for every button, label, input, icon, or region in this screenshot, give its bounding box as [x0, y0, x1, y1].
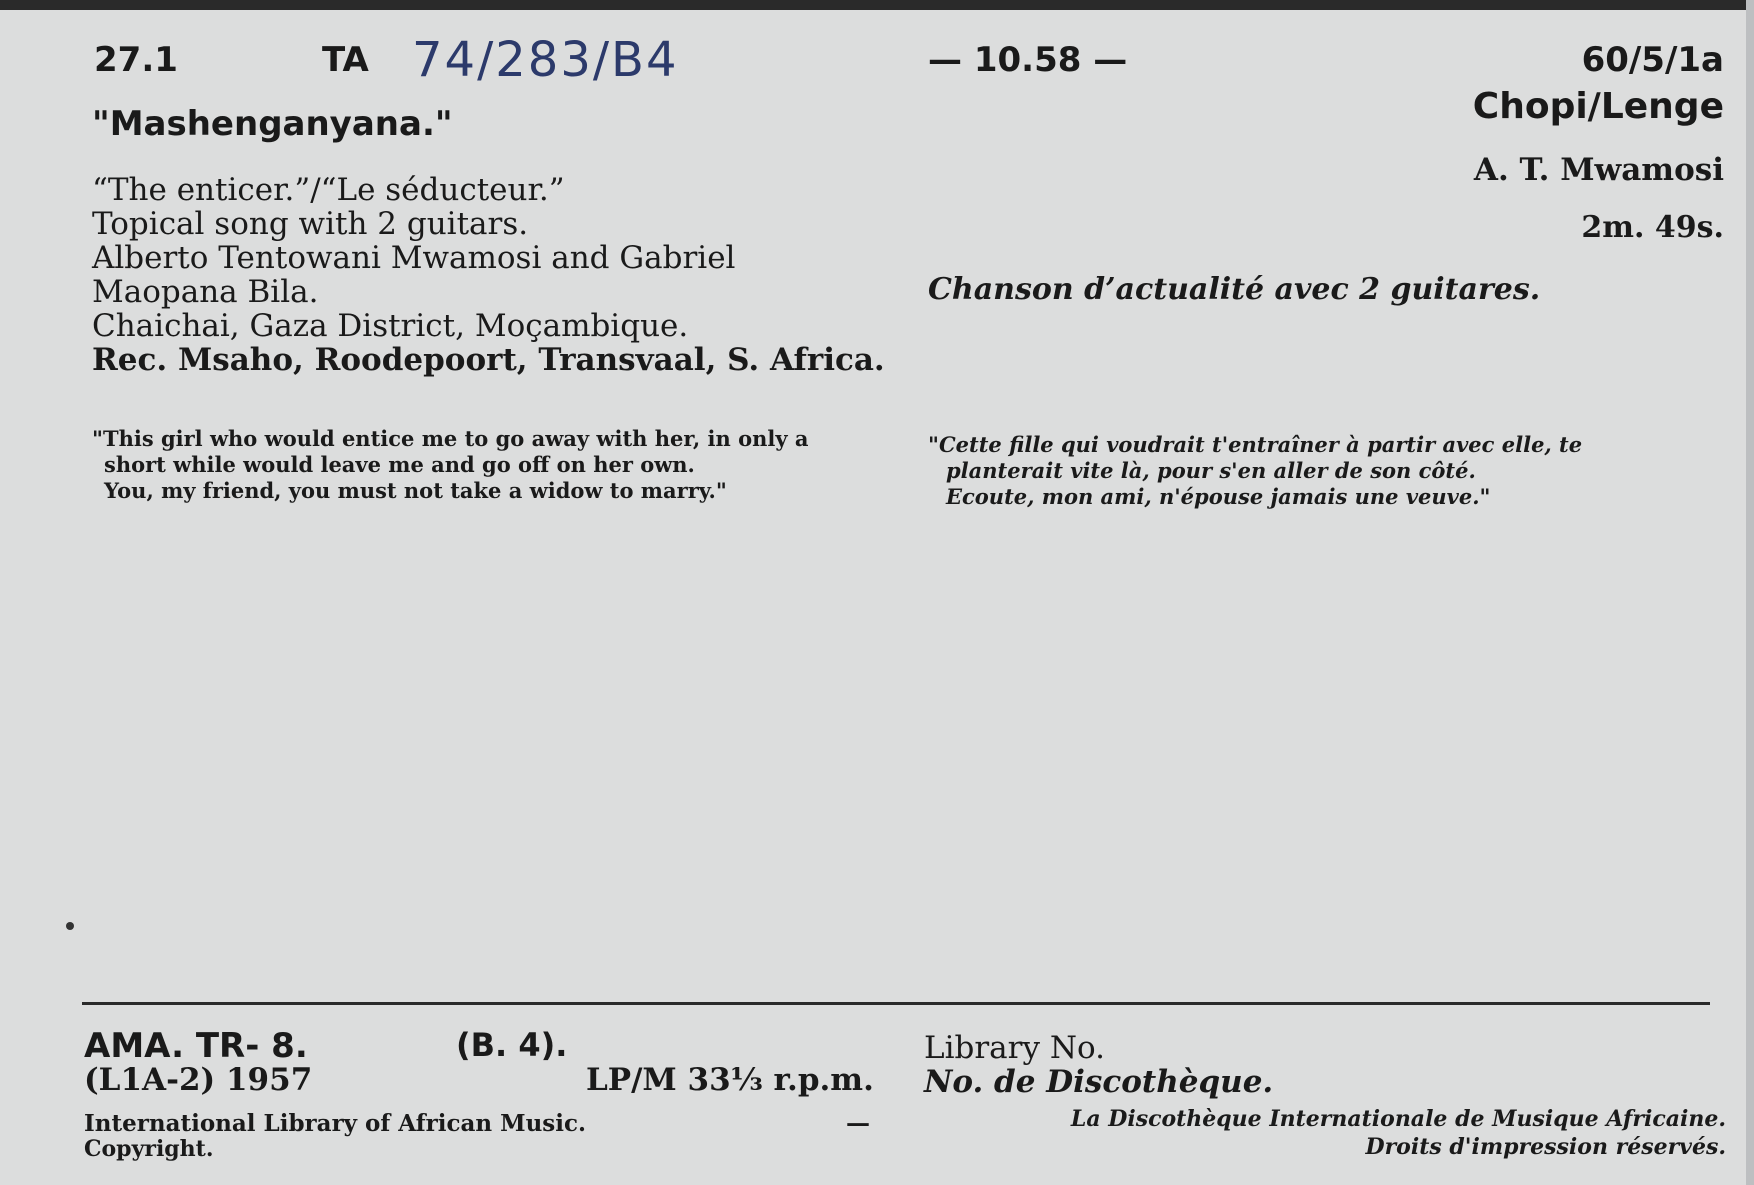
lyric-line-french: Ecoute, mon ami, n'épouse jamais une veuve." — [946, 484, 1491, 509]
ta-label: TA — [322, 40, 369, 80]
french-description: Chanson d’actualité avec 2 guitares. — [928, 272, 1541, 307]
catalogue-number: 27.1 — [94, 40, 178, 80]
discotheque-number-label: No. de Discothèque. — [924, 1064, 1274, 1100]
ink-smudge — [66, 922, 74, 930]
duration: 2m. 49s. — [1581, 210, 1724, 245]
side-code: (B. 4). — [456, 1026, 568, 1064]
ama-code: AMA. TR- 8. — [84, 1026, 308, 1066]
library-number-label: Library No. — [924, 1030, 1105, 1066]
footer-dash: — — [846, 1108, 870, 1137]
record-code: (L1A-2) 1957 — [84, 1062, 313, 1098]
song-title: "Mashenganyana." — [92, 104, 453, 144]
description-line: Maopana Bila. — [92, 274, 319, 310]
card-right-edge — [1746, 0, 1754, 1185]
lyric-line-english: You, my friend, you must not take a widow to marry." — [104, 478, 727, 503]
lyric-line-english: "This girl who would entice me to go away with her, in only a — [92, 426, 809, 451]
lyric-line-french: planterait vite là, pour s'en aller de son côté. — [946, 458, 1476, 483]
tribe-label: Chopi/Lenge — [1472, 86, 1724, 127]
copyright-label-french: Droits d'impression réservés. — [1365, 1134, 1726, 1160]
description-line: Rec. Msaho, Roodepoort, Transvaal, S. Africa. — [92, 342, 885, 378]
footer-divider — [82, 1002, 1710, 1005]
description-line: Chaichai, Gaza District, Moçambique. — [92, 308, 689, 344]
description-line: “The enticer.”/“Le séducteur.” — [92, 172, 565, 208]
lyric-line-english: short while would leave me and go off on her own. — [104, 452, 695, 477]
composer-name: A. T. Mwamosi — [1473, 152, 1724, 188]
lp-speed: LP/M 33⅓ r.p.m. — [586, 1062, 874, 1098]
publisher-name-french: La Discothèque Internationale de Musique Africaine. — [1070, 1106, 1726, 1132]
card-top-edge — [0, 0, 1754, 10]
description-line: Topical song with 2 guitars. — [92, 206, 529, 242]
reference-number: 60/5/1a — [1581, 40, 1724, 80]
description-line: Alberto Tentowani Mwamosi and Gabriel — [92, 240, 736, 276]
copyright-label: Copyright. — [84, 1136, 214, 1162]
publisher-name: International Library of African Music. — [84, 1110, 587, 1137]
lyric-line-french: "Cette fille qui voudrait t'entraîner à partir avec elle, te — [928, 432, 1583, 457]
ta-handwritten-number: 74/283/B4 — [412, 32, 679, 88]
mid-number: — 10.58 — — [928, 40, 1128, 80]
